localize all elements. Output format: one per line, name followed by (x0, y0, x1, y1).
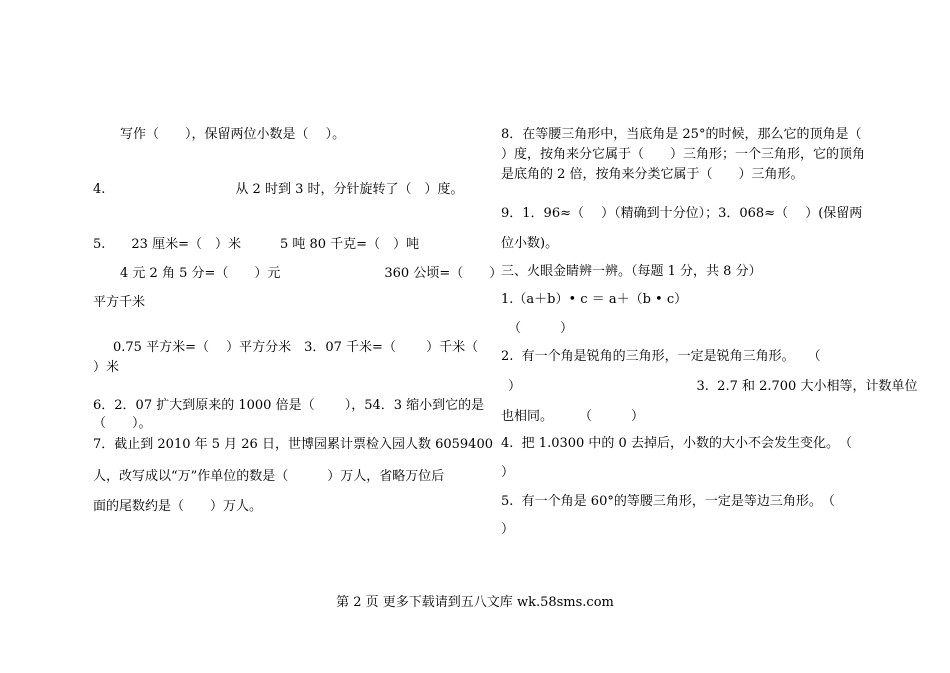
page-footer: 第 2 页 更多下载请到五八文库 wk.58sms.com (336, 595, 614, 610)
text-line: 4 元 2 角 5 分=（ ）元 360 公顷=（ ） (120, 266, 503, 281)
section-heading: 三、火眼金睛辨一辨。（每题 1 分，共 8 分） (501, 264, 762, 279)
answer-bracket: （ ） (508, 321, 574, 336)
text-line: 人，改写成以“万”作单位的数是（ ）万人，省略万位后 (93, 469, 445, 484)
text-line: 是底角的 2 倍，按角来分类它属于（ ）三角形。 (501, 167, 804, 182)
judge-item-1: 1.（a＋b）• c ＝ a＋（b • c） (501, 292, 688, 307)
answer-bracket: ） (501, 522, 515, 537)
judge-item-3: ） 3. 2.7 和 2.700 大小相等，计数单位 (508, 379, 918, 394)
text-line: （ ）。 (93, 416, 152, 431)
judge-item-4: 4. 把 1.0300 中的 0 去掉后，小数的大小不会发生变化。 （ (501, 436, 852, 451)
text-line: ）度，按角来分它属于（ ）三角形；一个三角形，它的顶角 (501, 147, 866, 162)
text-line: 0.75 平方米=（ ）平方分米 3．07 千米=（ ）千米（ (113, 340, 479, 355)
text-line: 平方千米 (93, 295, 146, 310)
text-line: ）米 (93, 360, 120, 375)
right-column (475, 0, 950, 673)
text-line: 也相同。 （ ） (501, 409, 645, 424)
text-line: 位小数)。 (501, 236, 559, 251)
answer-bracket: ） (501, 465, 515, 480)
judge-item-2: 2. 有一个角是锐角的三角形，一定是锐角三角形。 （ (501, 349, 821, 364)
question-5: 5. 23 厘米=（ ）米 5 吨 80 千克=（ ）吨 (93, 237, 420, 252)
question-4: 4. 从 2 时到 3 时，分针旋转了（ ）度。 (93, 182, 464, 197)
text-line: 面的尾数约是（ ）万人。 (93, 499, 263, 514)
question-8: 8．在等腰三角形中，当底角是 25°的时候，那么它的顶角是（ (501, 127, 862, 142)
question-7: 7．截止到 2010 年 5 月 26 日，世博园累计票检入园人数 6059400 (93, 437, 493, 452)
judge-item-5: 5. 有一个角是 60°的等腰三角形，一定是等边三角形。 （ (501, 494, 835, 509)
question-6: 6．2．07 扩大到原来的 1000 倍是（ ），54．3 缩小到它的是 (93, 398, 485, 413)
text-line: 写作（ ），保留两位小数是（ ）。 (120, 127, 346, 142)
question-9: 9．1．96≈（ ）（精确到十分位）；3．068≈（ ）(保留两 (501, 206, 863, 221)
